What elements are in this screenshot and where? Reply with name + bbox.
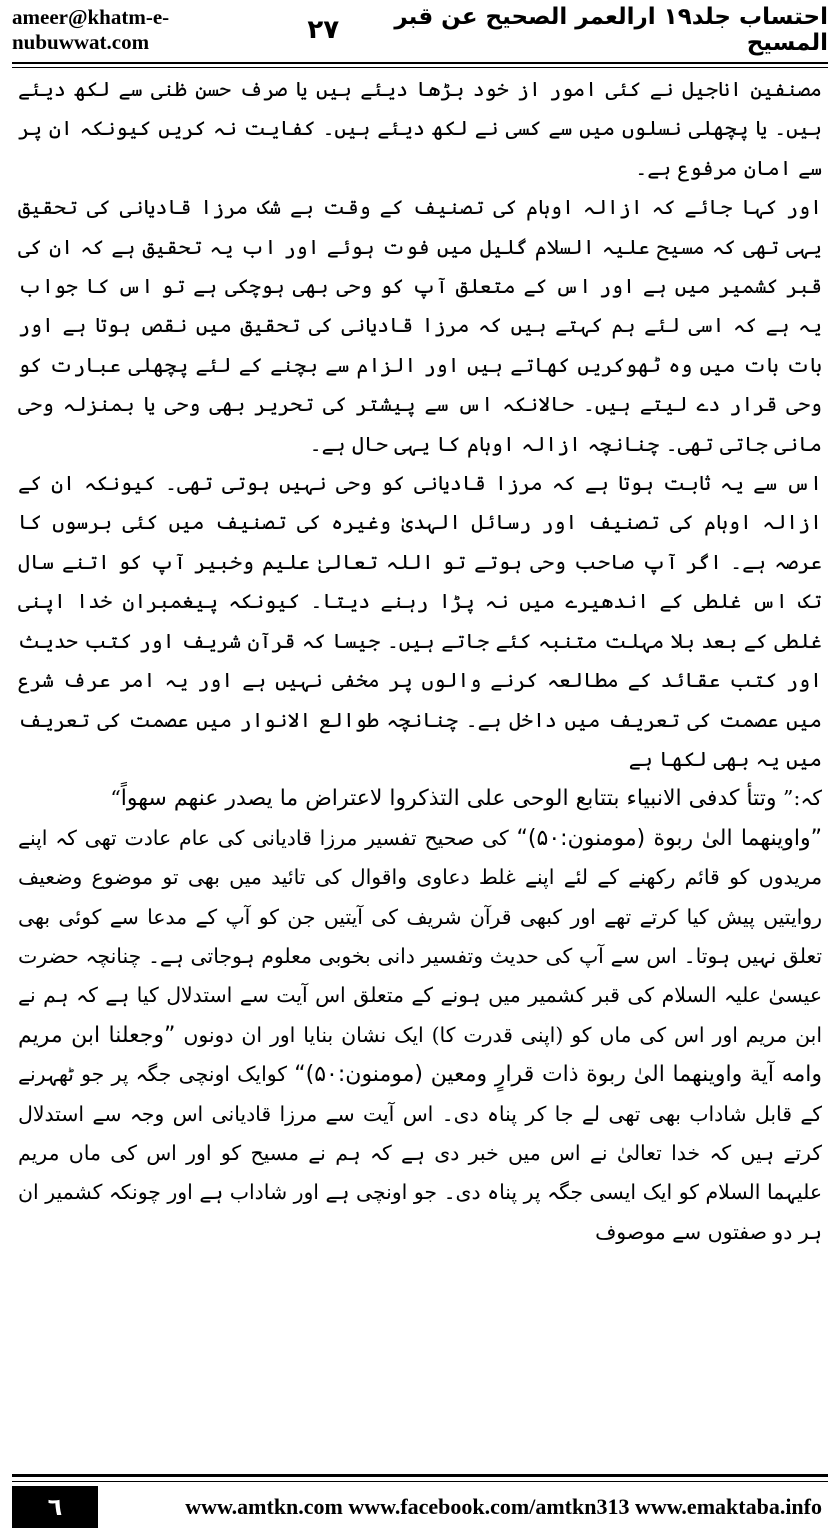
header-page-number: ۲۷ [307, 15, 340, 45]
page-footer [12, 1474, 828, 1534]
header-left [12, 5, 339, 55]
page-header [12, 4, 828, 56]
footer-row [12, 1486, 828, 1528]
footer-links: www.amtkn.com www.facebook.com/amtkn313 www.emaktaba.info [185, 1494, 822, 1519]
paragraph: مصنفین اناجیل نے کئی امور از خود بڑھا دیئے ہیں یا صرف حسن ظنی سے لکھ دیئے ہیں۔ یا پچھلی نسلوں میں سے کسی نے لکھ دیئے ہیں۔ کفایت نہ کریں کیونکہ ان پر سے امان مرفوع ہے۔ [18, 77, 822, 180]
section-heading-verse: ”واوینهما الیٰ ربوة (مومنون:۵۰)“ [516, 825, 823, 851]
section-closing: کوایک اونچی جگہ پر جو ٹھہرنے کے قابل شاداب بھی تھی لے جا کر پناہ دی۔ اس آیت سے مرزا قادیانی اس وجہ سے استدلال کرتے ہیں کہ خدا تعالیٰ نے اس میں خبر دی ہے کہ ہم نے مسیح کو اور اس کی ماں مریم علیہما السلام کو ایک ایسی جگہ پر پناہ دی۔ جو اونچی ہے اور شاداب ہے اور چونکہ کشمیر ان ہر دو صفتوں سے موصوف [18, 1062, 822, 1244]
section-text: کی صحیح تفسیر مرزا قادیانی کی عام عادت تھی کہ اپنے مریدوں کو قائم رکھنے کے لئے اپنے غلط دعاوی واقوال کی تائید میں بھی تو موضوع وضعیف روایتیں پیش کیا کرتے تھے اور کبھی قرآن شریف کی آیتیں جن کو آپ کے مدعا سے کوئی بھی تعلق نہیں ہوتا۔ اس سے آپ کی حدیث وتفسیر دانی بخوبی معلوم ہوجاتی ہے۔ چنانچہ حضرت عیسیٰ علیہ السلام کی قبر کشمیر میں ہونے کے متعلق اس آیت سے استدلال کیا ہے کہ ہم نے ابن مریم اور اس کی ماں کو (اپنی قدرت کا) ایک نشان بنایا اور ان دونوں [18, 825, 823, 1047]
arabic-quote: وتتأ كدفی الانبیاء بتتابع الوحی علی التذکروا لاعتراض ما یصدر عنهم سهواً [120, 786, 777, 812]
section-paragraph [18, 819, 822, 1252]
quote-block [18, 779, 822, 818]
quote-intro: کہ:” [783, 786, 822, 811]
header-rule [12, 62, 828, 68]
header-book-title: احتساب جلد۱۹ ارالعمر الصحیح عن قبر المسیح [394, 4, 828, 56]
footer-rule [12, 1474, 828, 1482]
paragraph: اس سے یہ ثابت ہوتا ہے کہ مرزا قادیانی کو وحی نہیں ہوتی تھی۔ کیونکہ ان کے ازالہ اوہام کی تصنیف اور رسائل الہدیٰ وغیرہ کی تصنیف میں کئی برسوں کا عرصہ ہے۔ اگر آپ صاحب وحی ہوتے تو اللہ تعالیٰ علیم وخبیر آپ کو اتنے سال تک اس غلطی کے اندھیرے میں نہ پڑا رہنے دیتا۔ کیونکہ پیغمبران خدا اپنی غلطی کے بعد بلا مہلت متنبہ کئے جاتے ہیں۔ جیسا کہ قرآن شریف اور کتب حدیث اور کتب عقائد کے مطالعہ کرنے والوں پر مخفی نہیں ہے اور یہ امر عرف شرع میں عصمت کی تعریف میں داخل ہے۔ چنانچہ طوالع الانوار میں عصمت کی تعریف میں یہ بھی لکھا ہے [18, 471, 822, 771]
quote-close: “ [110, 786, 121, 811]
footer-page-index: ٦ [12, 1486, 98, 1528]
verse-full: ”وجعلنا ابن مریم وامه آیة واوینهما الیٰ ربوة ذات قرارٍ ومعین (مومنون:۵۰)“ [18, 1022, 823, 1088]
paragraph: اور کہا جائے کہ ازالہ اوہام کی تصنیف کے وقت بے شک مرزا قادیانی کی تحقیق یہی تھی کہ مسیح علیہ السلام گلیل میں فوت ہوئے اور اب یہ تحقیق ہے کہ ان کی قبر کشمیر میں ہے اور اس کے متعلق آپ کو وحی بھی ہوچکی ہے تو اس کا جواب یہ ہے کہ اسی لئے ہم کہتے ہیں کہ مرزا قادیانی کی تحقیق میں نقص ہوتا ہے اور بات بات میں وہ ٹھوکریں کھاتے ہیں اور الزام سے بچنے کے لئے پچھلی عبارت کو وحی قرار دے لیتے ہیں۔ حالانکہ اس سے پیشتر کی تحریر بھی وحی یا بمنزلہ وحی مانی جاتی تھی۔ چنانچہ ازالہ اوہام کا یہی حال ہے۔ [18, 195, 822, 456]
page-body [18, 70, 822, 1456]
header-email: ameer@khatm-e-nubuwwat.com [12, 5, 170, 54]
